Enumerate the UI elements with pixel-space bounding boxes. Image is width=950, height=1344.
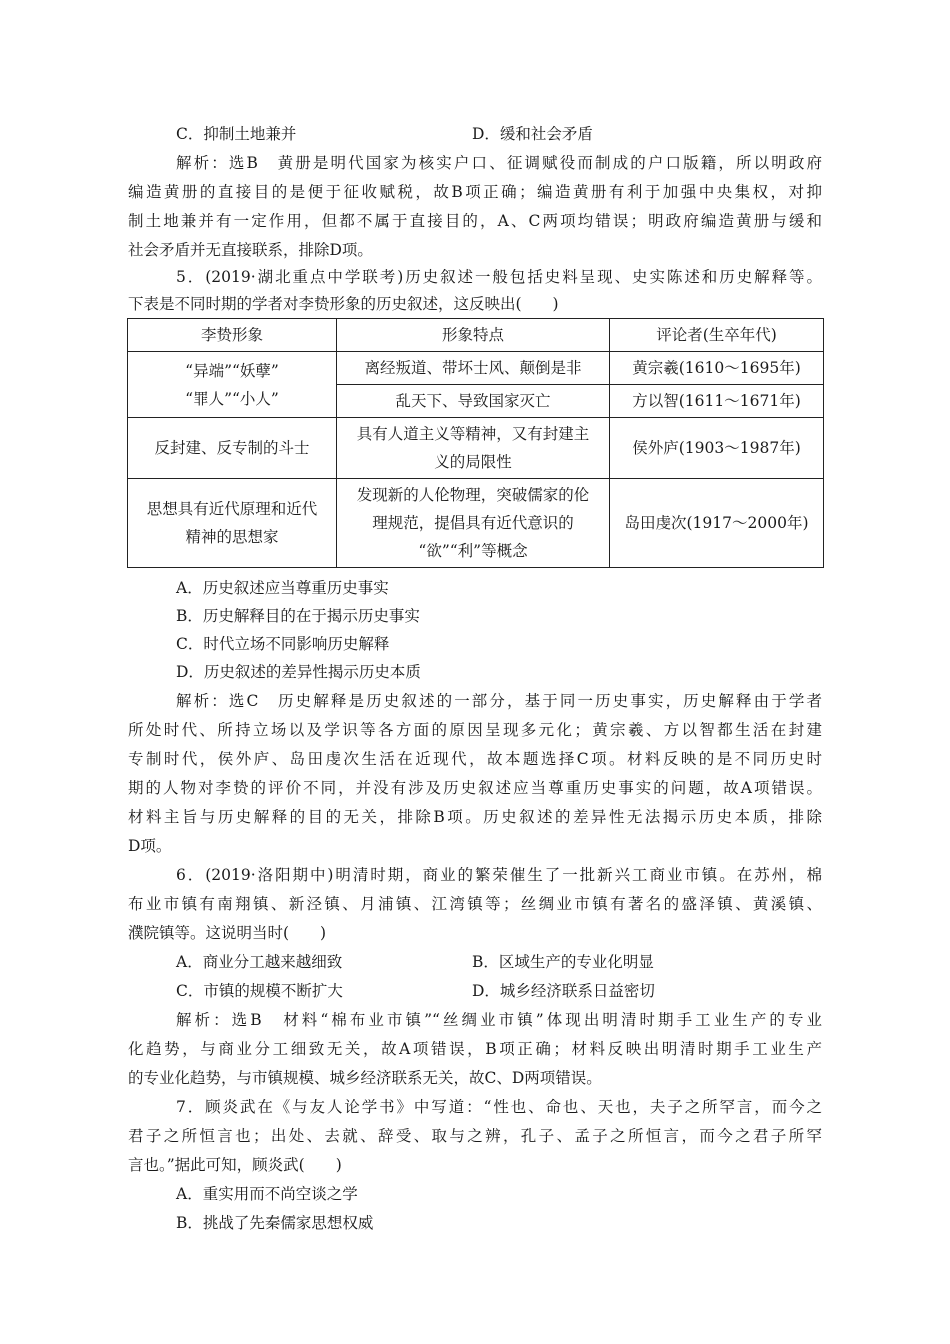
q5-analysis-line: D项。 [128, 837, 172, 855]
q7-stem-line: 言也。”据此可知，顾炎武( ) [128, 1156, 342, 1174]
q5-analysis-line: 所处时代、所持立场以及学识等各方面的原因呈现多元化；黄宗羲、方以智都生活在封建 [128, 721, 822, 739]
table-cell-image: “异端”“妖孽” “罪人”“小人” [128, 352, 337, 418]
q6-stem-line: 6．(2019·洛阳期中)明清时期，商业的繁荣催生了一批新兴工商业市镇。在苏州，棉 [176, 866, 822, 884]
table-header: 李贽形象 [128, 319, 337, 352]
table-cell-feature: 具有人道主义等精神，又有封建主 义的局限性 [337, 418, 610, 479]
table-cell-feature: 离经叛道、带坏士风、颠倒是非 [337, 352, 610, 385]
table-cell-critic: 岛田虔次(1917～2000年) [610, 479, 824, 568]
q4-analysis-line: 社会矛盾并无直接联系，排除D项。 [128, 241, 373, 259]
q6-stem-line: 濮院镇等。这说明当时( ) [128, 924, 327, 942]
q4-analysis-line: 制土地兼并有一定作用，但都不属于直接目的，A、C两项均错误；明政府编造黄册与缓和 [128, 212, 822, 230]
q6-option-c: C．市镇的规模不断扩大 [176, 982, 343, 1000]
table-cell-critic: 方以智(1611～1671年) [610, 385, 824, 418]
q6-option-b: B．区域生产的专业化明显 [472, 953, 654, 971]
table-cell-image: 反封建、反专制的斗士 [128, 418, 337, 479]
q4-analysis-line: 解析：选B 黄册是明代国家为核实户口、征调赋役而制成的户口版籍，所以明政府 [176, 154, 822, 172]
q5-stem-line: 下表是不同时期的学者对李贽形象的历史叙述，这反映出( ) [128, 295, 559, 313]
q5-stem-line: 5．(2019·湖北重点中学联考)历史叙述一般包括史料呈现、史实陈述和历史解释等。 [176, 268, 822, 286]
table-cell-feature: 乱天下、导致国家灭亡 [337, 385, 610, 418]
q6-option-a: A．商业分工越来越细致 [176, 953, 343, 971]
q6-analysis-line: 的专业化趋势，与市镇规模、城乡经济联系无关，故C、D两项错误。 [128, 1069, 602, 1087]
li-zhi-table [127, 318, 824, 568]
table-cell-critic: 侯外庐(1903～1987年) [610, 418, 824, 479]
q5-option-d: D．历史叙述的差异性揭示历史本质 [176, 663, 421, 681]
q5-analysis-line: 期的人物对李贽的评价不同，并没有涉及历史叙述应当尊重历史事实的问题，故A项错误。 [128, 779, 822, 797]
table-header: 形象特点 [337, 319, 610, 352]
q6-stem-line: 布业市镇有南翔镇、新泾镇、月浦镇、江湾镇等；丝绸业市镇有著名的盛泽镇、黄溪镇、 [128, 895, 822, 913]
table-header: 评论者(生卒年代) [610, 319, 824, 352]
q5-analysis-line: 材料主旨与历史解释的目的无关，排除B项。历史叙述的差异性无法揭示历史本质，排除 [128, 808, 822, 826]
q4-option-d: D．缓和社会矛盾 [472, 125, 593, 143]
table-cell-image: 思想具有近代原理和近代 精神的思想家 [128, 479, 337, 568]
q5-option-b: B．历史解释目的在于揭示历史事实 [176, 607, 420, 625]
q6-option-d: D．城乡经济联系日益密切 [472, 982, 655, 1000]
q6-analysis-line: 解析：选B 材料“棉布业市镇”“丝绸业市镇”体现出明清时期手工业生产的专业 [176, 1011, 822, 1029]
q4-option-c: C．抑制土地兼并 [176, 125, 297, 143]
q4-analysis-line: 编造黄册的直接目的是便于征收赋税，故B项正确；编造黄册有利于加强中央集权，对抑 [128, 183, 822, 201]
q6-analysis-line: 化趋势，与商业分工细致无关，故A项错误，B项正确；材料反映出明清时期手工业生产 [128, 1040, 822, 1058]
q5-analysis-line: 解析：选C 历史解释是历史叙述的一部分，基于同一历史事实，历史解释由于学者 [176, 692, 822, 710]
q5-option-a: A．历史叙述应当尊重历史事实 [176, 579, 389, 597]
q7-option-b: B．挑战了先秦儒家思想权威 [176, 1214, 374, 1232]
q7-option-a: A．重实用而不尚空谈之学 [176, 1185, 358, 1203]
q5-analysis-line: 专制时代，侯外庐、岛田虔次生活在近现代，故本题选择C项。材料反映的是不同历史时 [128, 750, 822, 768]
table-cell-critic: 黄宗羲(1610～1695年) [610, 352, 824, 385]
q7-stem-line: 君子之所恒言也；出处、去就、辞受、取与之辨，孔子、孟子之所恒言，而今之君子所罕 [128, 1127, 822, 1145]
q7-stem-line: 7．顾炎武在《与友人论学书》中写道：“性也、命也、天也，夫子之所罕言，而今之 [176, 1098, 822, 1116]
table-cell-feature: 发现新的人伦物理，突破儒家的伦 理规范，提倡具有近代意识的 “欲”“利”等概念 [337, 479, 610, 568]
q5-option-c: C．时代立场不同影响历史解释 [176, 635, 390, 653]
